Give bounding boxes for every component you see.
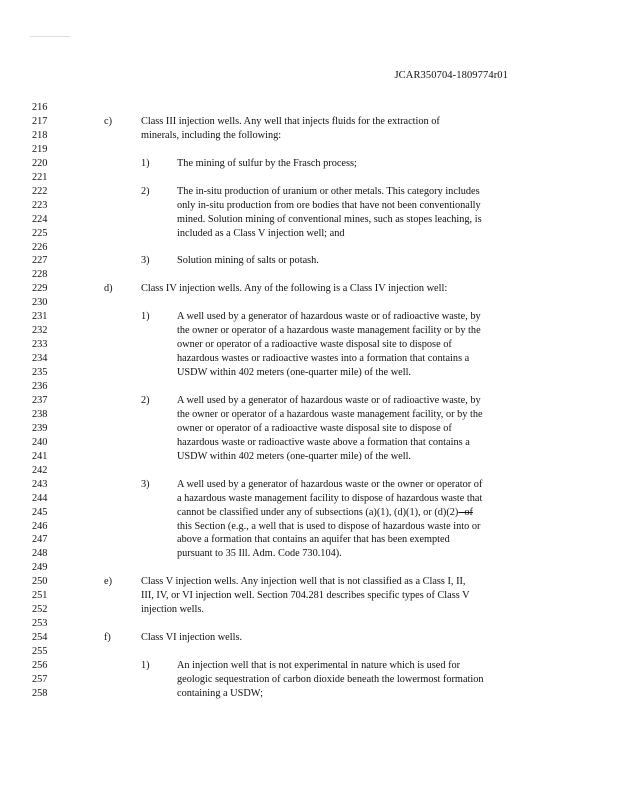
- item-label: 1): [141, 311, 150, 323]
- item-text-line: hazardous wastes or radioactive wastes into a formation that contains a: [177, 353, 470, 365]
- line-number: 248: [32, 548, 48, 560]
- struck-text: -of: [458, 506, 473, 518]
- line-number: 242: [32, 464, 48, 476]
- line-number: 236: [32, 381, 48, 392]
- item-label: 2): [141, 185, 150, 197]
- line-number: 256: [32, 660, 48, 671]
- item-text-line: the owner or operator of a hazardous waste management facility or by the: [177, 325, 481, 337]
- item-text-line: A well used by a generator of hazardous waste or of radioactive waste, by: [177, 394, 481, 406]
- item-text-line: this Section (e.g., a well that is used to dispose of hazardous waste into or: [177, 520, 481, 532]
- line-number: 217: [32, 115, 48, 127]
- line-number: 221: [32, 171, 48, 183]
- line-number: 239: [32, 422, 48, 434]
- line-number: 255: [32, 646, 48, 658]
- item-text-line: Class IV injection wells. Any of the following is a Class IV injection well:: [141, 283, 448, 295]
- line-number: 228: [32, 269, 48, 281]
- item-text-line: injection wells.: [141, 604, 204, 616]
- line-number: 233: [32, 339, 48, 351]
- line-number: 225: [32, 227, 48, 239]
- line-number: 252: [32, 604, 48, 616]
- item-text-line: minerals, including the following:: [141, 129, 282, 141]
- line-number: 230: [32, 297, 48, 309]
- line-number: 220: [32, 157, 48, 169]
- item-text-line: pursuant to 35 Ill. Adm. Code 730.104).: [177, 548, 342, 560]
- line-number: 258: [32, 687, 48, 699]
- item-text-line: III, IV, or VI injection well. Section 704.281 describes specific types of Class V: [141, 590, 470, 602]
- line-number: 229: [32, 283, 48, 295]
- item-text-line: Class V injection wells. Any injection well that is not classified as a Class I, II,: [141, 576, 466, 588]
- document-id: JCAR350704-1809774r01: [394, 70, 508, 81]
- line-number: 247: [32, 534, 48, 546]
- line-number: 235: [32, 367, 48, 379]
- item-text-line: mined. Solution mining of conventional mines, such as stopes leaching, is: [177, 213, 482, 225]
- line-number: 234: [32, 353, 48, 365]
- line-number: 250: [32, 576, 48, 588]
- item-label: d): [104, 283, 113, 295]
- item-text-line: A well used by a generator of hazardous waste or of radioactive waste, by: [177, 311, 481, 323]
- item-label: 1): [141, 660, 150, 671]
- line-number: 246: [32, 520, 48, 532]
- item-text-line: Solution mining of salts or potash.: [177, 255, 319, 267]
- item-text-line: USDW within 402 meters (one-quarter mile) of the well.: [177, 367, 412, 379]
- item-text-line: owner or operator of a radioactive waste disposal site to dispose of: [177, 422, 452, 434]
- item-text-line: The in-situ production of uranium or other metals. This category includes: [177, 185, 480, 197]
- line-number: 218: [32, 129, 48, 141]
- item-text-line: a hazardous waste management facility to dispose of hazardous waste that: [177, 492, 483, 504]
- line-number: 237: [32, 394, 48, 406]
- scan-artifact: [30, 36, 70, 37]
- line-number: 227: [32, 255, 48, 267]
- item-text-line: only in-situ production from ore bodies that have not been conventionally: [177, 199, 481, 211]
- item-text-line: The mining of sulfur by the Frasch process;: [177, 157, 357, 169]
- item-text-line: owner or operator of a radioactive waste disposal site to dispose of: [177, 339, 452, 351]
- line-number: 231: [32, 311, 48, 323]
- line-number: 257: [32, 673, 48, 685]
- item-text-line: Class VI injection wells.: [141, 632, 243, 644]
- item-label: 1): [141, 157, 150, 169]
- item-text-line: An injection well that is not experimental in nature which is used for: [177, 660, 461, 671]
- line-number: 216: [32, 102, 48, 113]
- item-label: e): [104, 576, 112, 588]
- line-number: 232: [32, 325, 48, 337]
- item-text-line: containing a USDW;: [177, 687, 263, 699]
- line-number: 244: [32, 492, 48, 504]
- line-number: 251: [32, 590, 48, 602]
- line-number: 226: [32, 241, 48, 253]
- item-label: 3): [141, 255, 150, 267]
- line-number: 224: [32, 213, 48, 225]
- item-text-line: Class III injection wells. Any well that injects fluids for the extraction of: [141, 115, 440, 127]
- item-text-line: geologic sequestration of carbon dioxide beneath the lowermost formation: [177, 673, 484, 685]
- line-number: 222: [32, 185, 48, 197]
- line-number: 223: [32, 199, 48, 211]
- item-label: f): [104, 632, 111, 644]
- item-text-line: included as a Class V injection well; and: [177, 227, 345, 239]
- item-text-line: above a formation that contains an aquifer that has been exempted: [177, 534, 450, 546]
- item-text-line: the owner or operator of a hazardous waste management facility, or by the: [177, 408, 483, 420]
- item-text-line: hazardous waste or radioactive waste above a formation that contains a: [177, 436, 470, 448]
- line-number: 241: [32, 450, 48, 462]
- item-label: c): [104, 115, 112, 127]
- line-number: 219: [32, 143, 48, 155]
- line-number: 249: [32, 562, 48, 574]
- item-label: 3): [141, 478, 150, 490]
- line-number: 243: [32, 478, 48, 490]
- item-text-line: USDW within 402 meters (one-quarter mile) of the well.: [177, 450, 412, 462]
- line-number: 245: [32, 506, 48, 518]
- item-text-line: A well used by a generator of hazardous waste or the owner or operator of: [177, 478, 483, 490]
- line-number: 240: [32, 436, 48, 448]
- line-number: 253: [32, 618, 48, 630]
- line-number: 254: [32, 632, 48, 644]
- item-label: 2): [141, 394, 150, 406]
- line-number: 238: [32, 408, 48, 420]
- item-text-line: cannot be classified under any of subsections (a)(1), (d)(1), or (d)(2) -of: [177, 506, 473, 518]
